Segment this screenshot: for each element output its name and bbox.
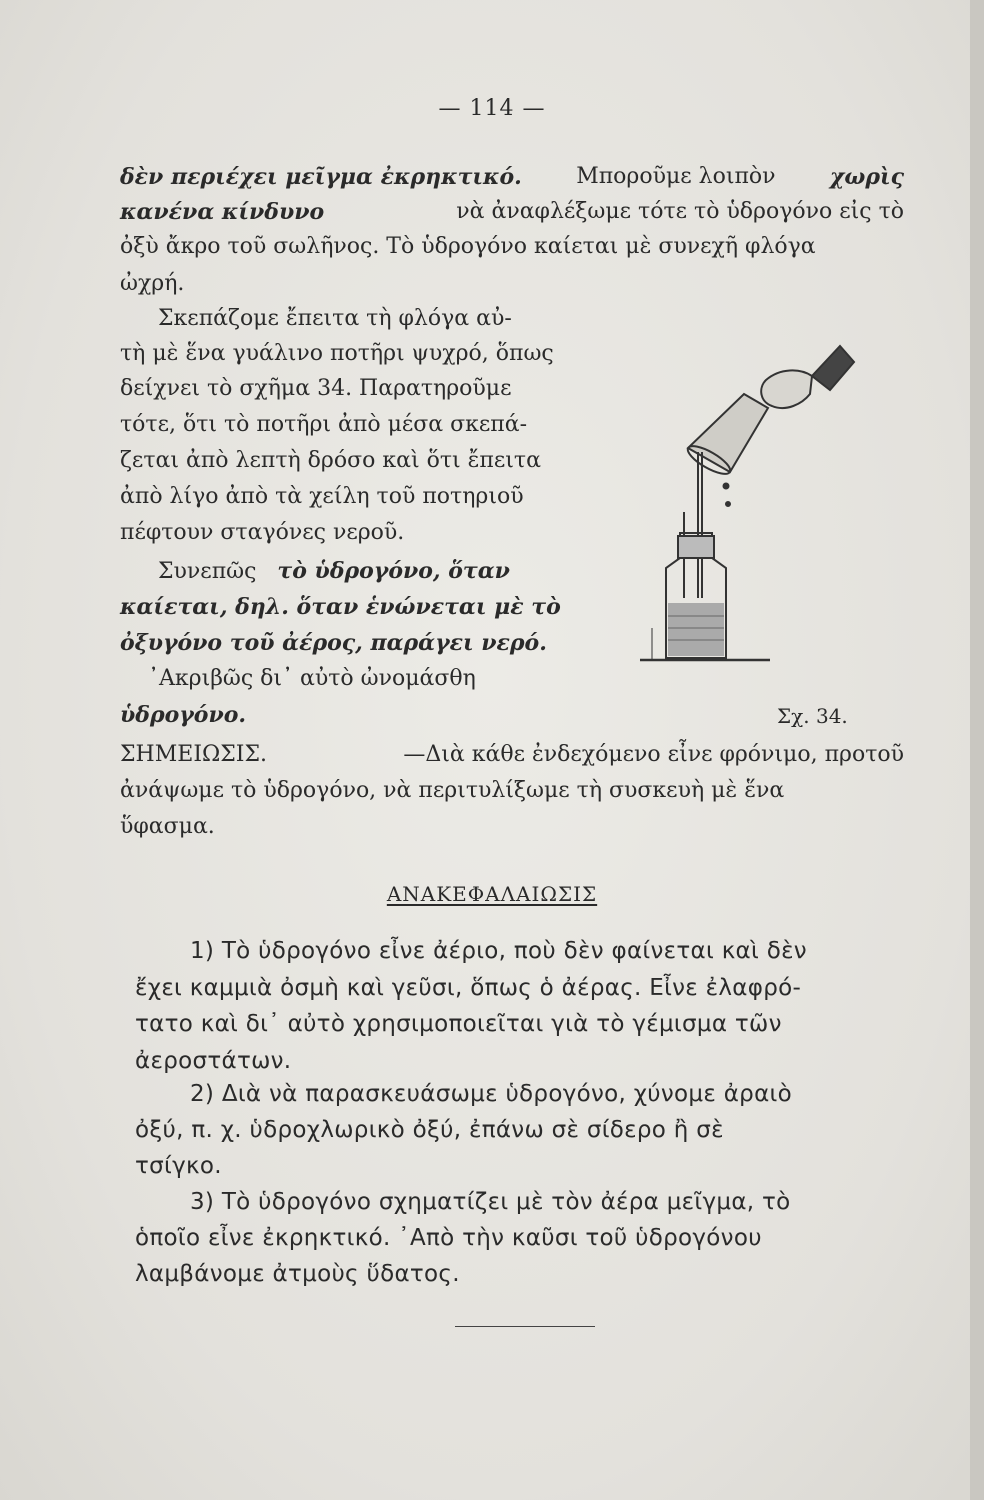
text-line: τότε, ὅτι τὸ ποτῆρι ἀπὸ μέσα σκεπά- (120, 412, 528, 437)
summary-line: ὁποῖο εἶνε ἐκρηκτικό. ᾿Απὸ τὴν καῦσι τοῦ ὑδρογόνου (135, 1225, 762, 1251)
closing-rule (455, 1326, 595, 1327)
summary-heading: ΑΝΑΚΕΦΑΛΑΙΩΣΙΣ (386, 882, 598, 906)
text-line: ᾿Ακριβῶς δι᾿ αὐτὸ ὠνομάσθη (148, 666, 476, 691)
text-line: ἀνάψωμε τὸ ὑδρογόνο, νὰ περιτυλίξωμε τὴ συσκευὴ μὲ ἕνα (120, 778, 785, 803)
text-line: ἀπὸ λίγο ἀπὸ τὰ χείλη τοῦ ποτηριοῦ (120, 484, 524, 509)
page-edge (970, 0, 984, 1500)
emphasis-text: δὲν περιέχει μεῖγμα ἐκρηκτικό. (120, 164, 522, 190)
text-span: —Διὰ κάθε ἐνδεχόμενο εἶνε φρόνιμο, προτοῦ (403, 742, 904, 767)
liquid (668, 603, 724, 656)
emphasis-text: καίεται, δηλ. ὅταν ἑνώνεται μὲ τὸ (120, 594, 561, 620)
droplet (724, 484, 729, 489)
summary-line: 3) Τὸ ὑδρογόνο σχηματίζει μὲ τὸν ἀέρα μεῖγμα, τὸ (190, 1189, 791, 1215)
figure-caption: Σχ. 34. (777, 704, 848, 728)
text-span: Συνεπῶς (158, 559, 257, 584)
emphasis-text: ὀξυγόνο τοῦ ἀέρος, παράγει νερό. (120, 630, 547, 656)
text-line: ὀξὺ ἄκρο τοῦ σωλῆνος. Τὸ ὑδρογόνο καίεται μὲ συνεχῆ φλόγα (120, 234, 816, 259)
page-number: — 114 — (438, 96, 546, 121)
summary-line: ὀξύ, π. χ. ὑδροχλωρικὸ ὀξύ, ἐπάνω σὲ σίδερο ἢ σὲ (135, 1117, 724, 1143)
text-span: Μποροῦμε λοιπὸν (576, 164, 776, 189)
stopper (678, 536, 714, 558)
text-span: νὰ ἀναφλέξωμε τότε τὸ ὑδρογόνο εἰς τὸ (456, 199, 904, 224)
emphasis-text: ὑδρογόνο. (120, 702, 247, 728)
summary-line: τσίγκο. (135, 1153, 222, 1179)
text-line: δείχνει τὸ σχῆμα 34. Παρατηροῦμε (120, 376, 512, 401)
text-line (158, 560, 510, 583)
text-line: ὕφασμα. (120, 814, 215, 839)
text-line: ὠχρή. (120, 271, 185, 296)
hand (761, 370, 812, 408)
text-line (120, 744, 904, 766)
note-label: ΣΗΜΕΙΩΣΙΣ. (120, 742, 268, 767)
inverted-glass (688, 394, 768, 472)
droplet (726, 502, 730, 506)
text-line: ζεται ἀπὸ λεπτὴ δρόσο καὶ ὅτι ἔπειτα (120, 448, 541, 473)
text-line (120, 201, 904, 223)
emphasis-text: τὸ ὑδρογόνο, ὅταν (277, 558, 510, 584)
summary-line: τατο καὶ δι᾿ αὐτὸ χρησιμοποιεῖται γιὰ τὸ γέμισμα τῶν (135, 1011, 782, 1037)
glove-cuff (812, 346, 854, 390)
summary-line: 1) Τὸ ὑδρογόνο εἶνε ἀέριο, ποὺ δὲν φαίνεται καὶ δὲν (190, 938, 807, 964)
text-line: τὴ μὲ ἕνα γυάλινο ποτῆρι ψυχρό, ὅπως (120, 341, 554, 366)
text-line (120, 166, 904, 188)
emphasis-text: χωρὶς (829, 164, 904, 190)
summary-line: ἔχει καμμιὰ ὀσμὴ καὶ γεῦσι, ὅπως ὁ ἀέρας. Εἶνε ἐλαφρό- (135, 975, 802, 1001)
text-line: Σκεπάζομε ἔπειτα τὴ φλόγα αὐ- (158, 306, 512, 331)
emphasis-text: κανένα κίνδυνο (120, 199, 325, 225)
figure-34-illustration (640, 328, 870, 688)
text-line: πέφτουν σταγόνες νεροῦ. (120, 520, 405, 545)
summary-line: ἀεροστάτων. (135, 1048, 292, 1074)
summary-line: λαμβάνομε ἀτμοὺς ὕδατος. (135, 1261, 460, 1287)
summary-line: 2) Διὰ νὰ παρασκευάσωμε ὑδρογόνο, χύνομε ἀραιὸ (190, 1081, 792, 1107)
